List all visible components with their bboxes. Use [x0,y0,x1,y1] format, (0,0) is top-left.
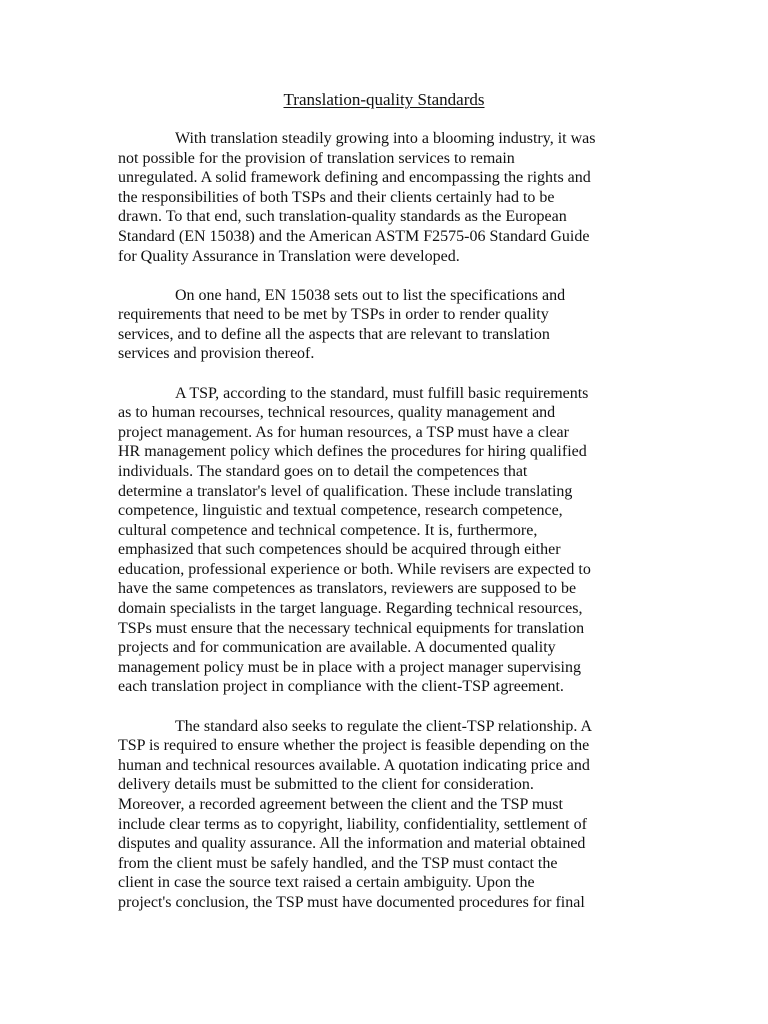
text-line: The standard also seeks to regulate the client-TSP relationship. A [175,717,593,735]
text-line: from the client must be safely handled, and the TSP must contact the [118,854,558,872]
paragraph-2 [118,286,658,364]
text-line: requirements that need to be met by TSPs in order to render quality [118,306,549,324]
text-line: emphasized that such competences should be acquired through either [118,541,561,559]
text-line: A TSP, according to the standard, must fulfill basic requirements [175,384,589,402]
text-line: competence, linguistic and textual competence, research competence, [118,502,563,520]
text-line: TSP is required to ensure whether the project is feasible depending on the [118,737,590,755]
text-line: services and provision thereof. [118,345,315,363]
text-line: individuals. The standard goes on to detail the competences that [118,462,528,480]
text-line: as to human recourses, technical resources, quality management and [118,404,556,422]
text-line: delivery details must be submitted to the client for consideration. [118,776,534,794]
text-line: include clear terms as to copyright, liability, confidentiality, settlement of [118,815,587,833]
text-line: Moreover, a recorded agreement between the client and the TSP must [118,795,563,813]
text-line: services, and to define all the aspects that are relevant to translation [118,325,550,343]
text-line: projects and for communication are available. A documented quality [118,639,556,657]
paragraph-3 [118,384,658,698]
paragraph-1 [118,129,658,266]
text-line: drawn. To that end, such translation-quality standards as the European [118,208,567,226]
text-line: determine a translator's level of qualification. These include translating [118,482,573,500]
document-body [118,129,658,932]
text-line: human and technical resources available. A quotation indicating price and [118,756,590,774]
text-line: each translation project in compliance with the client-TSP agreement. [118,678,564,696]
text-line: unregulated. A solid framework defining and encompassing the rights and [118,169,591,187]
text-line: TSPs must ensure that the necessary technical equipments for translation [118,619,585,637]
text-line: Standard (EN 15038) and the American ASTM F2575-06 Standard Guide [118,227,590,245]
text-line: project's conclusion, the TSP must have documented procedures for final [118,893,585,911]
text-line: cultural competence and technical competence. It is, furthermore, [118,521,538,539]
text-line: disputes and quality assurance. All the information and material obtained [118,835,586,853]
document-title: Translation-quality Standards [283,90,485,109]
text-line: not possible for the provision of translation services to remain [118,149,515,167]
text-line: the responsibilities of both TSPs and their clients certainly had to be [118,188,555,206]
text-line: HR management policy which defines the procedures for hiring qualified [118,443,587,461]
text-line: for Quality Assurance in Translation were developed. [118,247,460,265]
paragraph-4 [118,717,658,913]
text-line: domain specialists in the target language. Regarding technical resources, [118,600,583,618]
text-line: With translation steadily growing into a blooming industry, it was [175,130,596,147]
text-line: On one hand, EN 15038 sets out to list the specifications and [175,286,566,304]
text-line: management policy must be in place with a project manager supervising [118,658,581,676]
text-line: client in case the source text raised a certain ambiguity. Upon the [118,874,535,892]
text-line: education, professional experience or both. While revisers are expected to [118,560,591,578]
text-line: have the same competences as translators, reviewers are supposed to be [118,580,577,598]
text-line: project management. As for human resources, a TSP must have a clear [118,423,569,441]
